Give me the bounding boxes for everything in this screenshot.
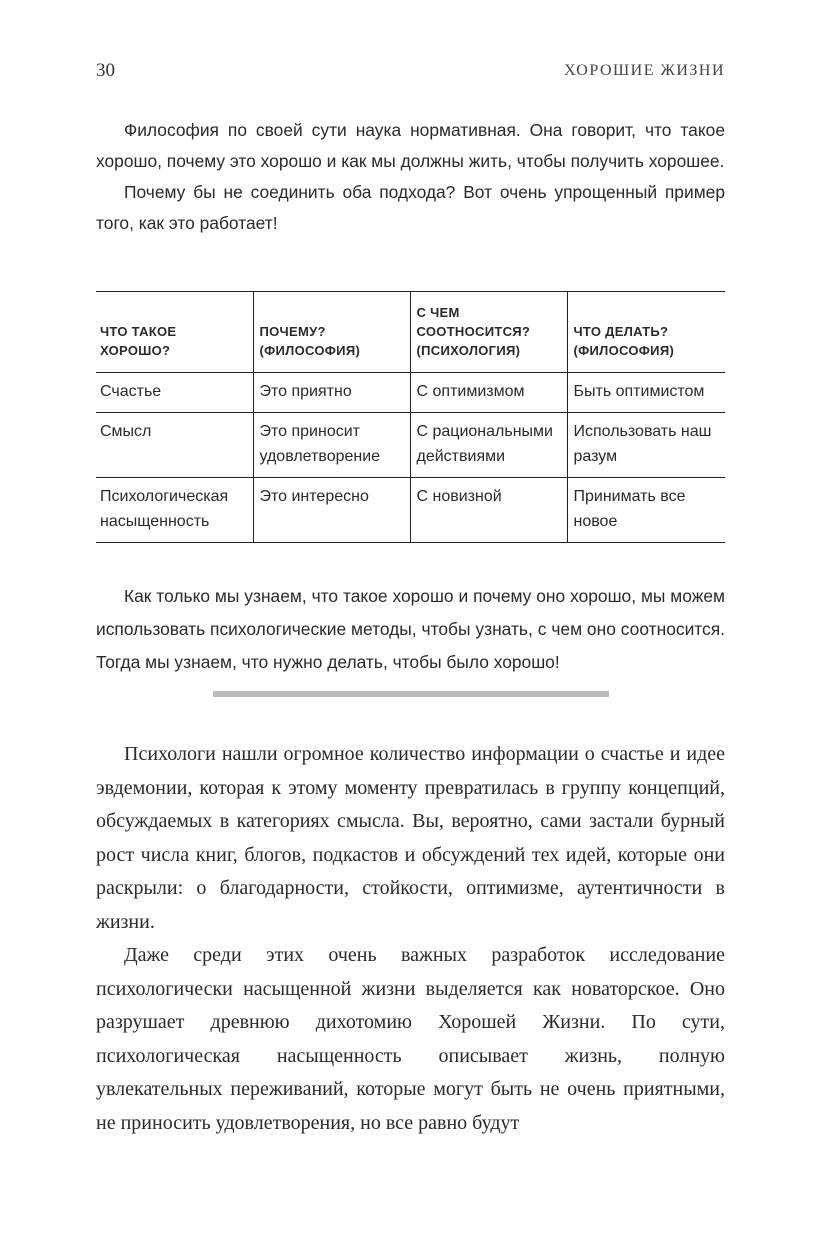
- table-row: [96, 373, 725, 413]
- table-row: [96, 413, 725, 478]
- outro-section: [96, 580, 725, 679]
- table-cell: С рациональными действиями: [410, 413, 567, 478]
- body-section: [96, 738, 725, 1140]
- body-paragraph: Даже среди этих очень важных разработок исследование психологически насыщенной жизни выделяется как новаторское. Оно разрушает древнюю дихотомию Хорошей Жизни. По сути, психологическая насыщенность описывает жизнь, полную увлекательных переживаний, которые могут быть не очень приятными, не приносить удовлетворения, но все равно будут: [96, 944, 725, 1134]
- table-cell: Это приносит удовлетворение: [253, 413, 410, 478]
- intro-paragraph: Почему бы не соединить оба подхода? Вот очень упрощенный пример того, как это работает!: [96, 182, 725, 233]
- intro-paragraph: Философия по своей сути наука нормативная. Она говорит, что такое хорошо, почему это хорошо и как мы должны жить, чтобы получить хорошее.: [96, 120, 725, 171]
- table-header-cell: ЧТО ДЕЛАТЬ? (ФИЛОСОФИЯ): [567, 292, 725, 373]
- intro-section: [96, 115, 725, 239]
- section-divider: [213, 691, 609, 697]
- comparison-table: [96, 291, 725, 543]
- table-cell: Смысл: [100, 423, 152, 440]
- table-cell: Использовать наш разум: [567, 413, 725, 478]
- table-cell: Быть оптимистом: [567, 373, 725, 413]
- table-cell: Принимать все новое: [567, 478, 725, 543]
- page-number: 30: [96, 60, 115, 81]
- table-cell: Это интересно: [253, 478, 410, 543]
- table-header-cell: С ЧЕМ СООТНОСИТСЯ? (ПСИХОЛОГИЯ): [410, 292, 567, 373]
- table-header-row: [96, 292, 725, 373]
- table-row: [96, 478, 725, 543]
- outro-paragraph: Как только мы узнаем, что такое хорошо и почему оно хорошо, мы можем использовать психологические методы, чтобы узнать, с чем оно соотносится. Тогда мы узнаем, что нужно делать, чтобы было хорошо!: [96, 586, 725, 672]
- table-cell: Счастье: [100, 383, 162, 400]
- running-title: ХОРОШИЕ ЖИЗНИ: [564, 62, 725, 79]
- table-cell: Это приятно: [253, 373, 410, 413]
- table-cell: С оптимизмом: [410, 373, 567, 413]
- table-cell: Психологическая насыщенность: [100, 488, 229, 530]
- table-header-cell: ПОЧЕМУ? (ФИЛОСОФИЯ): [253, 292, 410, 373]
- page-header: [96, 60, 725, 90]
- table-header-cell: ЧТО ТАКОЕ ХОРОШО?: [100, 324, 177, 358]
- table-cell: С новизной: [410, 478, 567, 543]
- body-paragraph: Психологи нашли огромное количество информации о счастье и идее эвдемонии, которая к этому моменту превратилась в группу концепций, обсуждаемых в категориях смысла. Вы, вероятно, сами застали бурный рост числа книг, блогов, подкастов и обсуждений тех идей, которые они раскрыли: о благодарности, стойкости, оптимизме, аутентичности в жизни.: [96, 743, 725, 933]
